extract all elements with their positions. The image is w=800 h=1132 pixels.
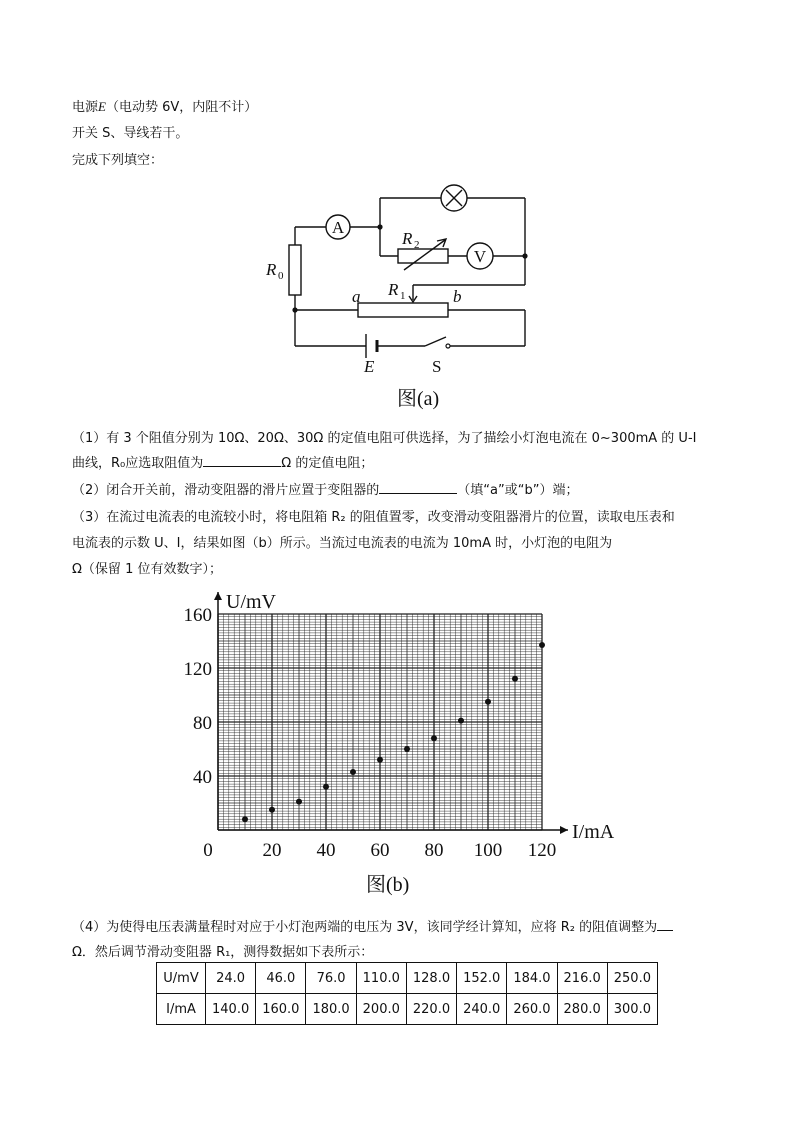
data-point: [404, 746, 410, 752]
table-cell: 184.0: [507, 963, 557, 994]
data-point: [296, 799, 302, 805]
table-cell: 180.0: [306, 994, 356, 1025]
r2-label: R: [402, 229, 413, 248]
instruction-line: 完成下列填空：: [72, 153, 164, 168]
table-cell: 76.0: [306, 963, 356, 994]
x-axis-label: I/mA: [572, 821, 615, 843]
data-point: [350, 769, 356, 775]
q1-line2-suffix: Ω 的定值电阻；: [281, 456, 374, 471]
q4-line1-text: （4）为使得电压表满量程时对应于小灯泡两端的电压为 3V，该同学经计算知，应将 R₂ 的阻值调整为: [72, 920, 658, 935]
y-axis-label: U/mV: [226, 591, 276, 613]
figure-a-caption: 图(a): [397, 388, 440, 410]
chart-grid: [218, 614, 542, 830]
q3-line1: （3）在流过电流表的电流较小时，将电阻箱 R₂ 的阻值置零，改变滑动变阻器滑片的位置，读取电压表和: [72, 510, 675, 525]
q1-line2: [72, 452, 373, 471]
table-header-i: I/mA: [157, 994, 206, 1025]
q1-line2-prefix: 曲线，R₀应选取阻值为: [72, 456, 204, 471]
battery-label: E: [364, 357, 375, 376]
r1-subscript: 1: [400, 290, 406, 302]
q2-answer-blank[interactable]: [379, 481, 457, 494]
data-point: [269, 807, 275, 813]
table-cell: 160.0: [256, 994, 306, 1025]
q4-line2: Ω．然后调节滑动变阻器 R₁，测得数据如下表所示：: [72, 945, 374, 960]
y-tick-label: 160: [183, 605, 212, 626]
end-b-label: b: [453, 287, 462, 306]
r1-label: R: [388, 280, 399, 299]
q2-prefix: （2）闭合开关前，滑动变阻器的滑片应置于变阻器的: [72, 483, 380, 498]
circuit-diagram: [0, 0, 800, 420]
x-tick-label: 60: [370, 840, 390, 861]
table-cell: 220.0: [406, 994, 456, 1025]
q4-answer-blank[interactable]: [657, 918, 673, 931]
data-point: [539, 642, 545, 648]
x-tick-label: 120: [527, 840, 557, 861]
q3-line3: Ω（保留 1 位有效数字）；: [72, 562, 222, 577]
r0-label: R: [266, 260, 277, 279]
y-tick-label: 40: [193, 767, 212, 788]
end-a-label: a: [352, 287, 361, 306]
q2-line: [72, 479, 578, 498]
table-cell: 24.0: [206, 963, 256, 994]
q3-line2: 电流表的示数 U、I，结果如图（b）所示。当流过电流表的电流为 10mA 时，小灯泡的电阻为: [72, 536, 613, 551]
power-source-suffix: （电动势 6V，内阻不计）: [105, 100, 258, 115]
figure-b-caption: 图(b): [366, 874, 410, 896]
power-source-prefix: 电源: [72, 100, 99, 115]
data-table: [156, 962, 658, 1025]
table-cell: 300.0: [607, 994, 657, 1025]
x-tick-label: 40: [316, 840, 336, 861]
chart-points: [242, 642, 545, 822]
q1-line1: （1）有 3 个阻值分别为 10Ω、20Ω、30Ω 的定值电阻可供选择，为了描绘小灯泡电流在 0~300mA 的 U-I: [72, 431, 697, 446]
battery-symbol: [366, 334, 377, 358]
table-cell: 260.0: [507, 994, 557, 1025]
ammeter-label: A: [331, 218, 345, 237]
x-axis-arrow: [560, 826, 568, 834]
rheostat-r1: [358, 303, 448, 317]
x-tick-label: 0: [203, 840, 213, 861]
table-cell: 280.0: [557, 994, 607, 1025]
data-point: [485, 699, 491, 705]
data-point: [323, 784, 329, 790]
switch-line: 开关 S、导线若干。: [72, 126, 189, 141]
table-cell: 46.0: [256, 963, 306, 994]
data-point: [242, 816, 248, 822]
data-point: [458, 718, 464, 724]
y-axis-arrow: [214, 592, 222, 600]
data-point: [377, 757, 383, 763]
x-tick-label: 100: [473, 840, 503, 861]
emf-symbol: E: [98, 99, 106, 114]
q2-suffix: （填“a”或“b”）端；: [457, 483, 579, 498]
r0-subscript: 0: [278, 270, 284, 282]
table-cell: 152.0: [457, 963, 507, 994]
x-tick-label: 20: [262, 840, 282, 861]
data-point: [512, 676, 518, 682]
table-row: [157, 994, 658, 1025]
table-header-u: U/mV: [157, 963, 206, 994]
y-tick-label: 80: [193, 713, 212, 734]
table-cell: 250.0: [607, 963, 657, 994]
data-point: [431, 735, 437, 741]
voltmeter-label: V: [473, 247, 487, 266]
table-row: [157, 963, 658, 994]
r2-subscript: 2: [414, 239, 420, 251]
u-i-chart: [180, 588, 640, 898]
table-cell: 240.0: [457, 994, 507, 1025]
y-tick-label: 120: [183, 659, 212, 680]
x-tick-label: 80: [424, 840, 444, 861]
table-cell: 128.0: [406, 963, 456, 994]
table-cell: 140.0: [206, 994, 256, 1025]
table-cell: 200.0: [356, 994, 406, 1025]
table-cell: 110.0: [356, 963, 406, 994]
q1-answer-blank[interactable]: [203, 454, 281, 467]
switch-label: S: [432, 357, 442, 376]
table-cell: 216.0: [557, 963, 607, 994]
switch-contact: [446, 344, 450, 348]
resistor-r0: [289, 245, 301, 295]
q4-line1: [72, 916, 673, 935]
